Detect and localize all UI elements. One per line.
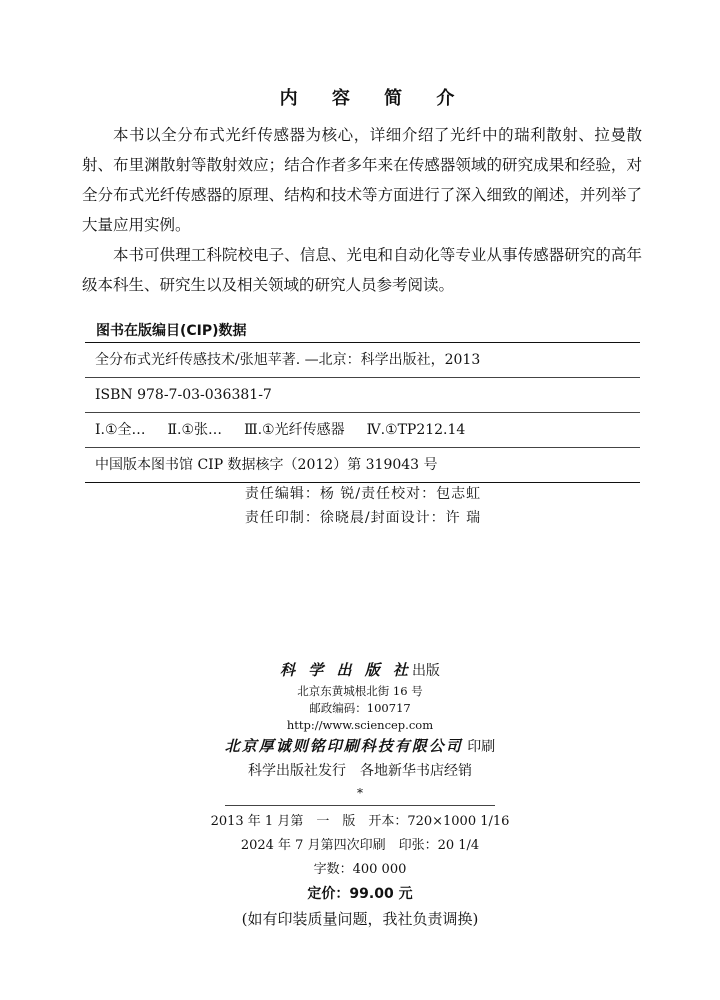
distribution: 科学出版社发行 各地新华书店经销 xyxy=(248,763,472,779)
publisher-line xyxy=(0,658,720,683)
word-count: 字数：400 000 xyxy=(313,862,407,877)
credits xyxy=(0,482,720,530)
cip-library-number: 中国版本图书馆 CIP 数据核字（2012）第 319043 号 xyxy=(95,457,438,473)
separator-star: * xyxy=(357,786,363,800)
cip-heading: 图书在版编目(CIP)数据 xyxy=(96,323,247,339)
cip-isbn: ISBN 978-7-03-036381-7 xyxy=(85,378,640,413)
cip-class-2: Ⅱ.①张… xyxy=(167,422,223,438)
credits-editors: 责任编辑：杨 锐/责任校对：包志虹 xyxy=(244,486,482,502)
cip-data-box xyxy=(85,342,640,483)
printer-name: 北京厚诚则铭印刷科技有限公司 xyxy=(224,737,463,755)
cip-classification xyxy=(85,413,640,448)
page-title: 内 容 简 介 xyxy=(279,88,469,109)
cip-class-3: Ⅲ.①光纤传感器 xyxy=(244,422,345,438)
publisher-info xyxy=(0,658,720,932)
intro-section xyxy=(82,120,642,300)
publisher-name: 科 学 出 版 社 xyxy=(280,661,412,679)
intro-paragraph-2: 本书可供理工科院校电子、信息、光电和自动化等专业从事传感器研究的高年级本科生、研究生以及相关领域的研究人员参考阅读。 xyxy=(82,246,642,294)
printer-suffix: 印刷 xyxy=(467,739,496,755)
publisher-suffix: 出版 xyxy=(411,663,440,679)
printer-line xyxy=(0,734,720,759)
cip-class-4: Ⅳ.①TP212.14 xyxy=(366,422,466,438)
edition-info: 2013 年 1 月第 一 版 开本：720×1000 1/16 xyxy=(210,814,510,829)
publisher-postcode: 邮政编码：100717 xyxy=(309,701,411,715)
cip-record: 全分布式光纤传感技术/张旭苹著. —北京：科学出版社，2013 xyxy=(85,343,640,378)
quality-note: (如有印装质量问题，我社负责调换) xyxy=(241,910,479,928)
printing-info: 2024 年 7 月第四次印刷 印张：20 1/4 xyxy=(240,838,480,853)
cip-class-1: Ⅰ.①全… xyxy=(95,422,146,438)
price: 定价：99.00 元 xyxy=(307,886,413,902)
publisher-url: http://www.sciencep.com xyxy=(286,718,434,732)
publisher-address: 北京东黄城根北街 16 号 xyxy=(297,684,423,698)
divider xyxy=(225,805,495,806)
credits-production: 责任印制：徐晓晨/封面设计：许 瑞 xyxy=(244,510,482,526)
intro-paragraph-1: 本书以全分布式光纤传感器为核心，详细介绍了光纤中的瑞利散射、拉曼散射、布里渊散射等散射效应；结合作者多年来在传感器领域的研究成果和经验，对全分布式光纤传感器的原理、结构和技术等方面进行了深入细致的阐述，并列举了大量应用实例。 xyxy=(82,126,642,234)
